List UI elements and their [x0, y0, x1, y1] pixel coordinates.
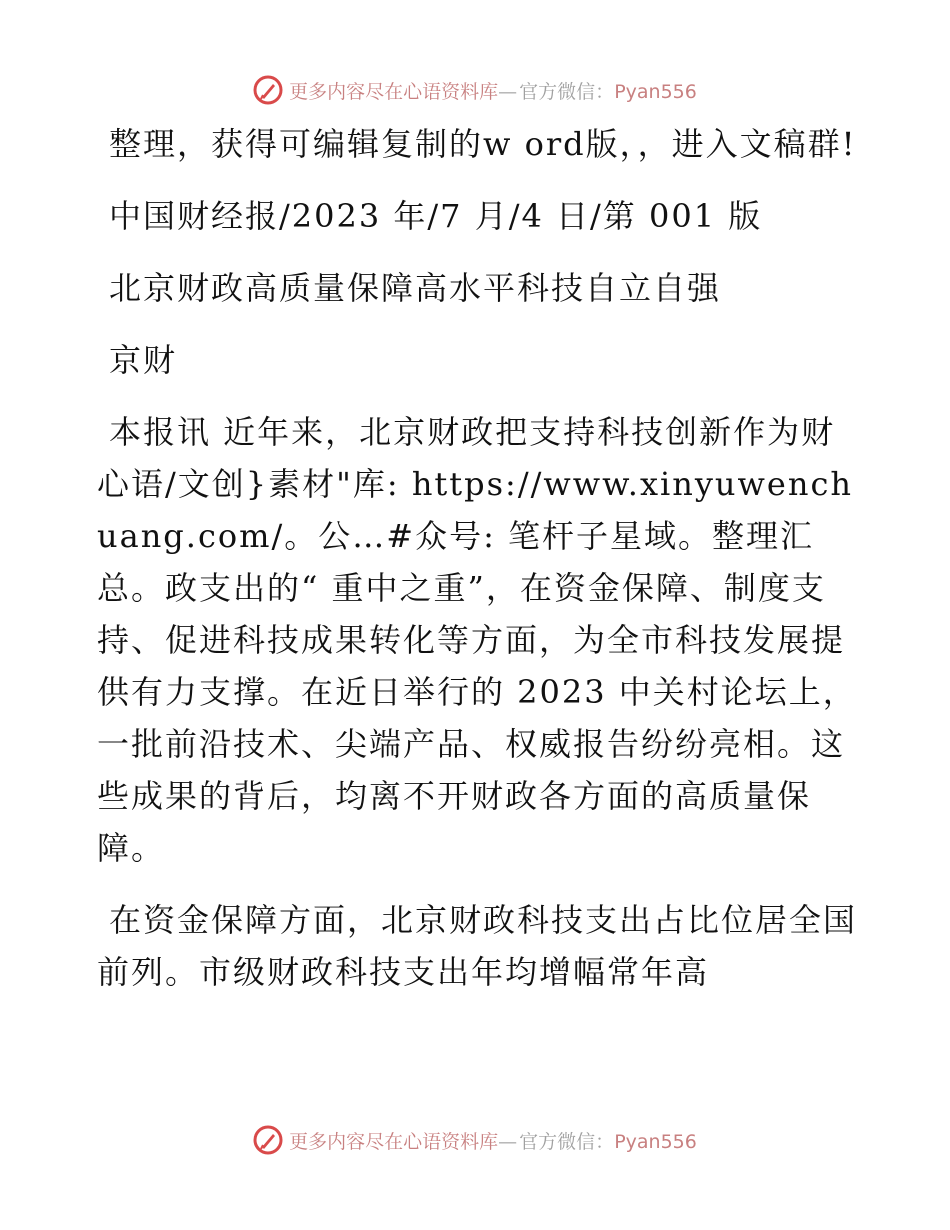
body-paragraph-1: 本报讯 近年来，北京财政把支持科技创新作为财心语/文创}素材"库: https://www.xinyuwenchuang.com/。公…#众号: 笔杆子星域。整理汇总。政支出的“ 重中之重”，在资金保障、制度支持、促进科技成果转化等方面，为全市科技发展提供有力支撑。在近日举行的 2023 中关村论坛上，一批前沿技术、尖端产品、权威报告纷纷亮相。这些成果的背后，均离不开财政各方面的高质量保障。	[97, 413, 857, 867]
body-paragraph-2: 在资金保障方面，北京财政科技支出占比位居全国前列。市级财政科技支出年均增幅常年高	[97, 901, 858, 991]
watermark-wechat-label: 官方微信：	[519, 80, 615, 103]
intro-paragraph: 整理，获得可编辑复制的w ord版，，进入文稿群!	[109, 125, 857, 163]
header-watermark	[0, 70, 950, 110]
article-headline: 北京财政高质量保障高水平科技自立自强	[109, 269, 722, 307]
article-author: 京财	[109, 341, 178, 379]
watermark-dash: —	[498, 1130, 518, 1153]
watermark-brand: 更多内容尽在心语资料库	[289, 80, 499, 103]
quill-logo-icon	[253, 75, 283, 105]
watermark-brand: 更多内容尽在心语资料库	[289, 1130, 499, 1153]
watermark-wechat-id: Pyan556	[614, 1130, 697, 1153]
document-body	[97, 118, 857, 998]
footer-watermark	[0, 1120, 950, 1160]
source-line: 中国财经报/2023 年/7 月/4 日/第 001 版	[109, 197, 763, 235]
quill-logo-icon	[253, 1125, 283, 1155]
watermark-wechat-id: Pyan556	[614, 80, 697, 103]
watermark-dash: —	[498, 80, 518, 103]
watermark-wechat-label: 官方微信：	[519, 1130, 615, 1153]
